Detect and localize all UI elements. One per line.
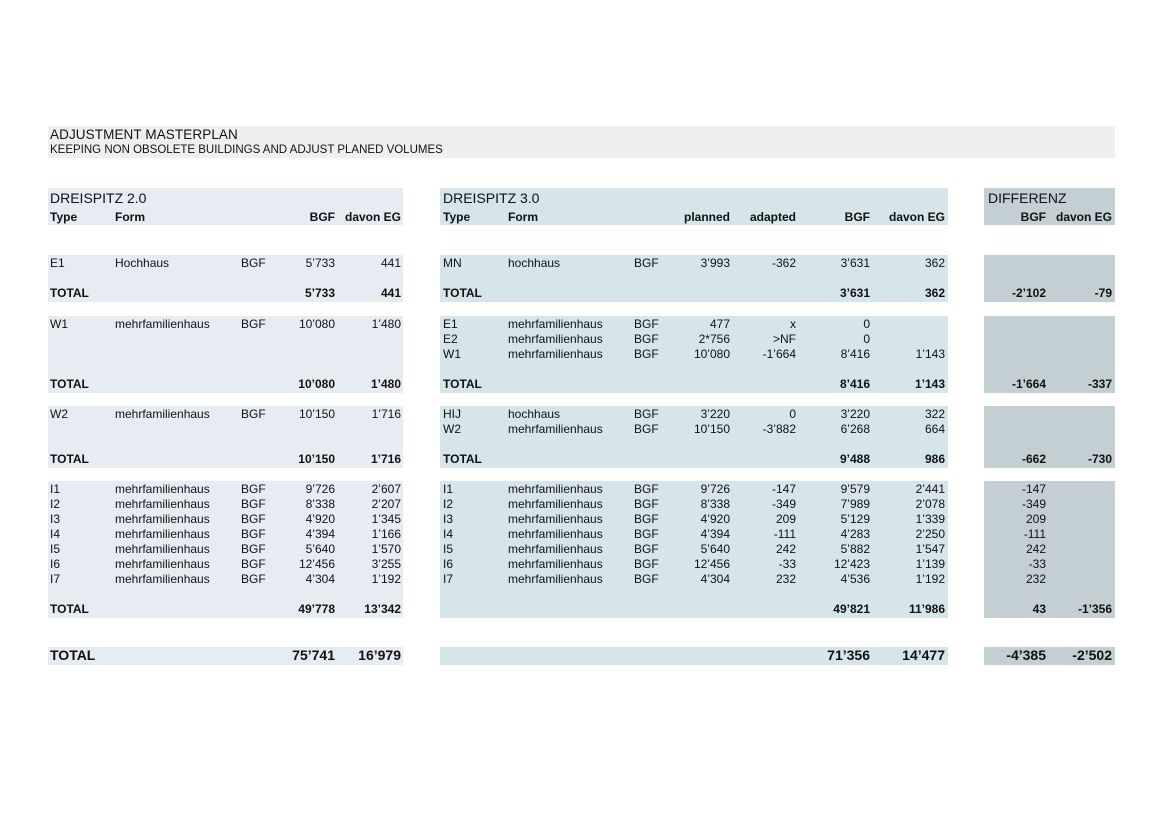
unit-label: BGF [634,497,659,511]
bgf-value: 4’536 [840,572,870,586]
bgf-value: 3’220 [840,407,870,421]
column-header: davon EG [888,210,945,224]
diff-total-bgf: -1’664 [1011,377,1046,391]
eg-value: 1’570 [371,542,401,556]
eg-value: 2’078 [915,497,945,511]
bgf-value: 12’456 [298,557,335,571]
building-type: MN [443,256,462,270]
building-type: I1 [50,482,61,496]
total-eg: 13’342 [364,602,401,616]
building-form: mehrfamilienhaus [508,422,603,436]
building-form: mehrfamilienhaus [508,527,603,541]
total-eg: 986 [924,452,945,466]
total-eg: 1’716 [370,452,401,466]
adapted-value: >NF [772,332,796,346]
adapted-value: -3’882 [762,422,796,436]
section-title-middle: DREISPITZ 3.0 [443,190,540,206]
bgf-value: 0 [863,332,870,346]
grand-total-diff-bgf: -4’385 [1006,647,1046,663]
diff-bgf-value: -33 [1028,557,1046,571]
eg-value: 2’207 [371,497,401,511]
unit-label: BGF [634,317,659,331]
total-label: TOTAL [50,452,89,466]
building-form: mehrfamilienhaus [115,557,210,571]
diff-bgf-value: -147 [1021,482,1046,496]
total-bgf: 10’150 [298,452,335,466]
unit-label: BGF [241,572,266,586]
building-form: mehrfamilienhaus [115,572,210,586]
eg-value: 1’143 [915,347,945,361]
diff-total-bgf: -2’102 [1011,286,1046,300]
building-form: mehrfamilienhaus [115,482,210,496]
total-eg: 441 [380,286,401,300]
unit-label: BGF [634,422,659,436]
building-type: I2 [50,497,61,511]
grand-total-bgf: 71’356 [827,647,870,663]
diff-bgf-value: 209 [1025,512,1046,526]
building-type: W1 [443,347,461,361]
eg-value: 1’192 [371,572,401,586]
bgf-value: 7’989 [840,497,870,511]
eg-value: 1’166 [371,527,401,541]
building-type: I3 [50,512,61,526]
eg-value: 2’607 [371,482,401,496]
unit-label: BGF [241,512,266,526]
building-type: E2 [443,332,458,346]
bgf-value: 4’920 [305,512,335,526]
page-title: ADJUSTMENT MASTERPLAN [50,127,238,142]
planned-value: 9’726 [700,482,730,496]
total-label: TOTAL [50,602,89,616]
bgf-value: 4’283 [840,527,870,541]
planned-value: 12’456 [693,557,730,571]
planned-value: 5’640 [700,542,730,556]
bgf-value: 5’129 [840,512,870,526]
planned-value: 3’220 [700,407,730,421]
unit-label: BGF [634,407,659,421]
building-form: mehrfamilienhaus [508,482,603,496]
column-header: Type [443,210,471,224]
building-form: mehrfamilienhaus [115,542,210,556]
building-type: I5 [50,542,61,556]
adapted-value: 209 [775,512,796,526]
planned-value: 477 [709,317,730,331]
planned-value: 3’993 [700,256,730,270]
adapted-value: -147 [771,482,796,496]
building-form: hochhaus [508,407,561,421]
unit-label: BGF [634,527,659,541]
unit-label: BGF [634,542,659,556]
diff-bgf-value: 232 [1025,572,1046,586]
eg-value: 322 [924,407,945,421]
unit-label: BGF [241,542,266,556]
building-form: hochhaus [508,256,561,270]
grand-total-label: TOTAL [50,647,96,663]
unit-label: BGF [634,482,659,496]
planned-value: 4’304 [700,572,730,586]
total-label: TOTAL [443,452,482,466]
total-label: TOTAL [443,377,482,391]
building-form: mehrfamilienhaus [508,557,603,571]
unit-label: BGF [634,572,659,586]
total-eg: 11’986 [908,602,945,616]
building-type: I6 [443,557,454,571]
bgf-value: 8’338 [305,497,335,511]
grand-total-eg: 14’477 [902,647,945,663]
adapted-value: -362 [771,256,796,270]
unit-label: BGF [634,512,659,526]
planned-value: 4’394 [700,527,730,541]
building-type: W2 [443,422,461,436]
planned-value: 8’338 [700,497,730,511]
column-header: adapted [749,210,796,224]
adapted-value: -33 [778,557,796,571]
building-form: Hochhaus [115,256,170,270]
building-type: I7 [443,572,454,586]
diff-total-eg: -730 [1087,452,1112,466]
eg-value: 2’250 [915,527,945,541]
adapted-value: -1’664 [762,347,796,361]
total-bgf: 49’821 [833,602,870,616]
bgf-value: 5’640 [305,542,335,556]
total-bgf: 8’416 [839,377,870,391]
total-label: TOTAL [50,377,89,391]
unit-label: BGF [241,497,266,511]
bgf-value: 5’882 [840,542,870,556]
diff-bgf-value: -349 [1021,497,1046,511]
eg-value: 1’480 [371,317,401,331]
planned-value: 10’080 [693,347,730,361]
unit-label: BGF [241,317,266,331]
eg-value: 3’255 [371,557,401,571]
building-form: mehrfamilienhaus [115,512,210,526]
unit-label: BGF [634,347,659,361]
building-type: HIJ [443,407,461,421]
adapted-value: 232 [775,572,796,586]
grand-total-bgf: 75’741 [292,647,335,663]
diff-bgf-value: 242 [1025,542,1046,556]
total-eg: 1’143 [914,377,945,391]
section-title-right: DIFFERENZ [988,190,1067,206]
total-label: TOTAL [443,286,482,300]
building-type: I6 [50,557,61,571]
building-form: mehrfamilienhaus [115,407,210,421]
column-header: planned [683,210,730,224]
total-bgf: 10’080 [298,377,335,391]
bgf-value: 6’268 [840,422,870,436]
unit-label: BGF [634,557,659,571]
total-label: TOTAL [50,286,89,300]
total-eg: 1’480 [370,377,401,391]
building-type: I2 [443,497,454,511]
unit-label: BGF [241,407,266,421]
adapted-value: -349 [771,497,796,511]
total-bgf: 9’488 [839,452,870,466]
building-type: I1 [443,482,454,496]
building-type: I3 [443,512,454,526]
adapted-value: -111 [773,527,796,541]
eg-value: 664 [924,422,945,436]
building-form: mehrfamilienhaus [508,572,603,586]
diff-total-eg: -337 [1087,377,1112,391]
bgf-value: 12’423 [833,557,870,571]
adapted-value: x [790,317,796,331]
planned-value: 4’920 [700,512,730,526]
unit-label: BGF [241,557,266,571]
building-form: mehrfamilienhaus [115,497,210,511]
building-form: mehrfamilienhaus [115,317,210,331]
total-eg: 362 [924,286,945,300]
column-header: BGF [844,210,870,224]
bgf-value: 4’304 [305,572,335,586]
eg-value: 362 [924,256,945,270]
bgf-value: 9’579 [840,482,870,496]
building-type: W2 [50,407,68,421]
unit-label: BGF [241,527,266,541]
eg-value: 441 [380,256,401,270]
total-bgf: 5’733 [304,286,335,300]
total-bgf: 3’631 [839,286,870,300]
unit-label: BGF [634,256,659,270]
unit-label: BGF [634,332,659,346]
unit-label: BGF [241,482,266,496]
column-header: davon EG [344,210,401,224]
diff-total-bgf: -662 [1021,452,1046,466]
eg-value: 1’345 [371,512,401,526]
bgf-value: 5’733 [305,256,335,270]
eg-value: 1’139 [915,557,945,571]
bgf-value: 8’416 [840,347,870,361]
eg-value: 1’547 [915,542,945,556]
diff-total-eg: -1’356 [1077,602,1112,616]
building-form: mehrfamilienhaus [508,347,603,361]
total-bgf: 49’778 [298,602,335,616]
building-form: mehrfamilienhaus [508,317,603,331]
grand-total-eg: 16’979 [358,647,401,663]
building-form: mehrfamilienhaus [508,497,603,511]
bgf-value: 10’150 [298,407,335,421]
column-header: Form [508,210,538,224]
planned-value: 10’150 [693,422,730,436]
unit-label: BGF [241,256,266,270]
bgf-value: 4’394 [305,527,335,541]
bgf-value: 10’080 [298,317,335,331]
page-subtitle: KEEPING NON OBSOLETE BUILDINGS AND ADJUST PLANED VOLUMES [50,144,443,156]
adapted-value: 242 [775,542,796,556]
eg-value: 1’716 [371,407,401,421]
building-type: W1 [50,317,68,331]
planned-value: 2*756 [698,332,730,346]
bgf-value: 9’726 [305,482,335,496]
building-type: E1 [50,256,65,270]
bgf-value: 3’631 [840,256,870,270]
eg-value: 1’192 [915,572,945,586]
bgf-value: 0 [863,317,870,331]
diff-total-eg: -79 [1094,286,1112,300]
adapted-value: 0 [789,407,796,421]
building-form: mehrfamilienhaus [508,542,603,556]
diff-bgf-value: -111 [1023,527,1046,541]
building-type: I4 [443,527,454,541]
building-form: mehrfamilienhaus [115,527,210,541]
eg-value: 2’441 [915,482,945,496]
eg-value: 1’339 [915,512,945,526]
grand-total-diff-eg: -2’502 [1072,647,1112,663]
building-form: mehrfamilienhaus [508,512,603,526]
column-header: Type [50,210,78,224]
building-type: E1 [443,317,458,331]
column-header: BGF [1020,210,1046,224]
column-header: BGF [309,210,335,224]
column-header: davon EG [1055,210,1112,224]
column-header: Form [115,210,145,224]
building-type: I5 [443,542,454,556]
building-type: I4 [50,527,61,541]
section-title-left: DREISPITZ 2.0 [50,190,147,206]
diff-total-bgf: 43 [1032,602,1046,616]
building-form: mehrfamilienhaus [508,332,603,346]
building-type: I7 [50,572,61,586]
